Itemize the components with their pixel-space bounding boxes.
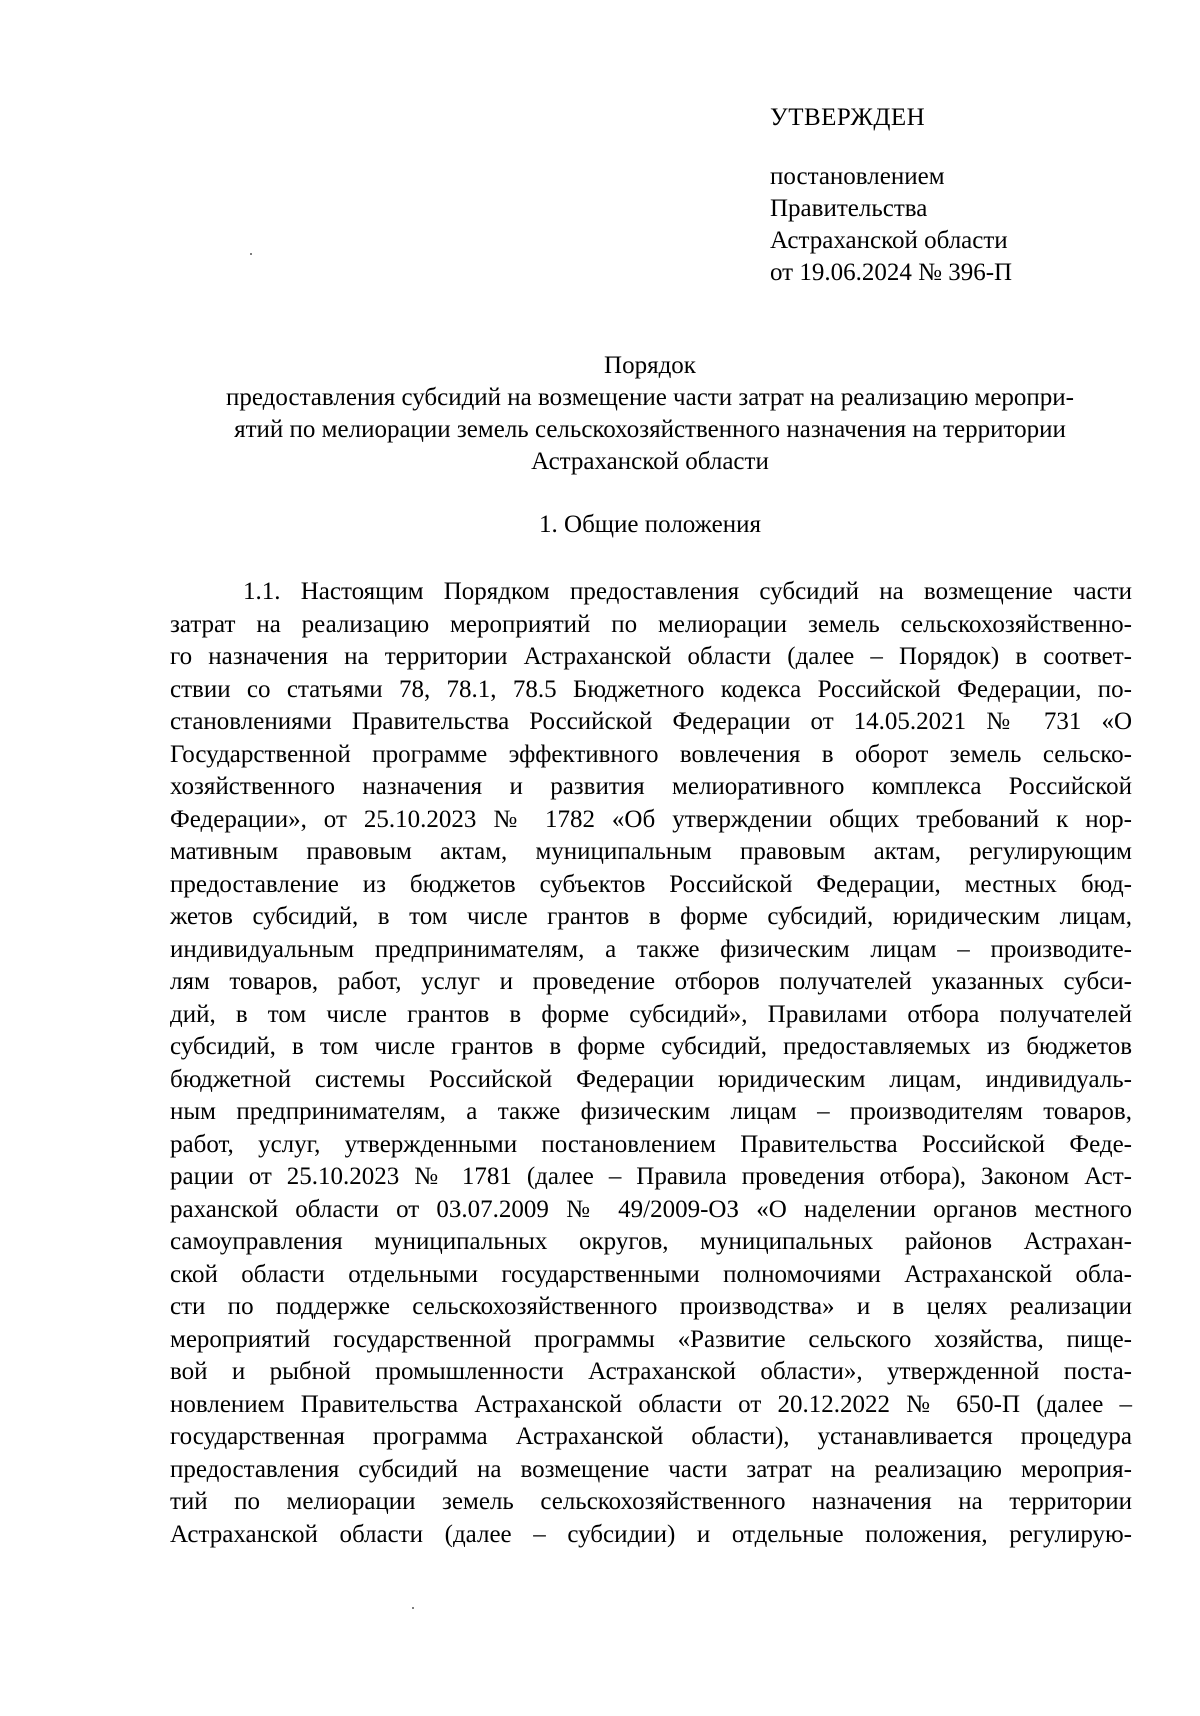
approval-block [770,103,1170,289]
body-line: работ, услуг, утвержденными постановлением Правительства Российской Феде- [170,1130,1132,1158]
body-line: предоставление из бюджетов субъектов Российской Федерации, местных бюд- [170,870,1132,898]
body-line: 1.1. Настоящим Порядком предоставления субсидий на возмещение части [243,578,1132,605]
body-line: сти по поддержке сельскохозяйственного производства» и в целях реализации [170,1293,1132,1320]
body-line: новлением Правительства Астраханской области от 20.12.2022 № 650-П (далее – [170,1390,1132,1418]
body-line: ным предпринимателям, а также физическим лицам – производителям товаров, [170,1098,1132,1125]
scan-speck [412,1607,414,1609]
approval-title: УТВЕРЖДЕН [770,104,926,131]
body-line: вой и рыбной промышленности Астраханской области», утвержденной поста- [170,1358,1132,1385]
body-line: индивидуальным предпринимателям, а также физическим лицам – производите- [170,935,1132,963]
body-line: самоуправления муниципальных округов, муниципальных районов Астрахан- [170,1228,1132,1255]
body-line: мативным правовым актам, муниципальным правовым актам, регулирующим [170,838,1132,865]
document-title-line: Порядок [604,352,696,379]
body-line: Федерации», от 25.10.2023 № 1782 «Об утверждении общих требований к нор- [170,805,1132,833]
approval-line: Правительства [770,195,928,222]
body-line: мероприятий государственной программы «Развитие сельского хозяйства, пище- [170,1325,1132,1353]
body-line: хозяйственного назначения и развития мелиоративного комплекса Российской [170,773,1132,800]
body-line: Государственной программе эффективного вовлечения в оборот земель сельско- [170,740,1132,768]
body-line: субсидий, в том числе грантов в форме субсидий, предоставляемых из бюджетов [170,1033,1132,1060]
body-line: Астраханской области (далее – субсидии) и отдельные положения, регулирую- [170,1520,1132,1548]
body-line: ствии со статьями 78, 78.1, 78.5 Бюджетного кодекса Российской Федерации, по- [170,675,1132,703]
body-line: предоставления субсидий на возмещение части затрат на реализацию мероприя- [170,1455,1132,1483]
body-line: го назначения на территории Астраханской области (далее – Порядок) в соответ- [170,643,1132,670]
approval-line: постановлением [770,163,945,190]
body-line: государственная программа Астраханской области), устанавливается процедура [170,1423,1132,1450]
approval-line: от 19.06.2024 № 396-П [770,259,1013,286]
body-paragraph [170,576,1132,1551]
approval-line: Астраханской области [770,227,1008,254]
scan-speck [250,253,252,255]
body-line: раханской области от 03.07.2009 № 49/2009-ОЗ «О наделении органов местного [170,1195,1132,1223]
document-title-line: Астраханской области [531,448,769,475]
document-title-line: ятий по мелиорации земель сельскохозяйственного назначения на территории [234,416,1066,443]
body-line: рации от 25.10.2023 № 1781 (далее – Правила проведения отбора), Законом Аст- [170,1163,1132,1190]
body-line: тий по мелиорации земель сельскохозяйственного назначения на территории [170,1488,1132,1515]
document-title-line: предоставления субсидий на возмещение части затрат на реализацию меропри- [225,384,1075,411]
body-line: жетов субсидий, в том числе грантов в форме субсидий, юридическим лицам, [170,903,1132,930]
body-line: бюджетной системы Российской Федерации юридическим лицам, индивидуаль- [170,1065,1132,1093]
body-line: лям товаров, работ, услуг и проведение отборов получателей указанных субси- [170,968,1132,995]
body-line: дий, в том числе грантов в форме субсидий», Правилами отбора получателей [170,1000,1132,1028]
body-line: затрат на реализацию мероприятий по мелиорации земель сельскохозяйственно- [170,610,1132,638]
body-line: становлениями Правительства Российской Федерации от 14.05.2021 № 731 «О [170,708,1132,735]
section-heading: 1. Общие положения [539,511,761,538]
body-line: ской области отдельными государственными полномочиями Астраханской обла- [170,1260,1132,1288]
document-title [170,350,1130,478]
